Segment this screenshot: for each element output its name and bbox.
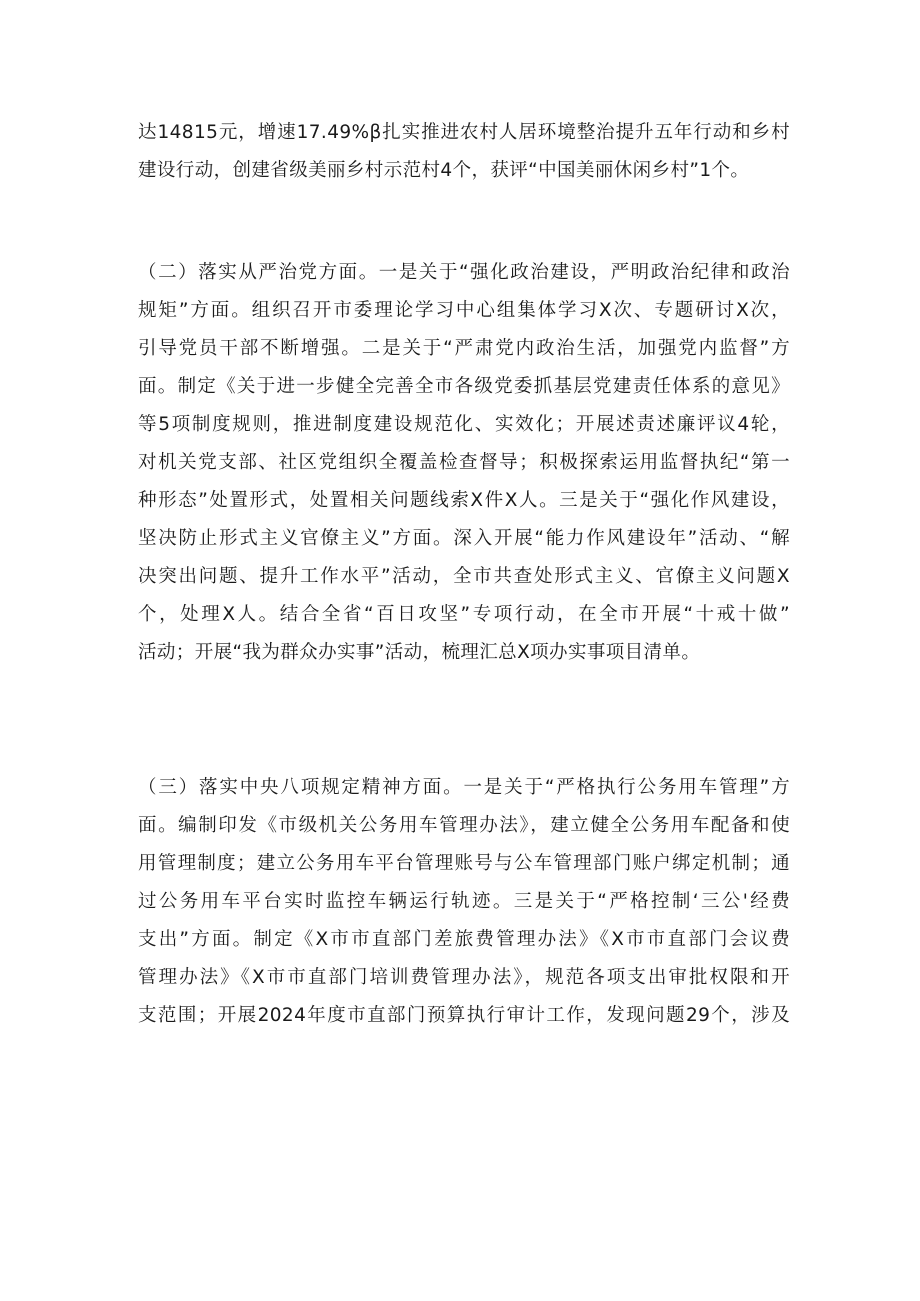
text-line: 管理办法》《X市市直部门培训费管理办法》，规范各项支出审批权限和开 [138, 967, 790, 988]
text-line: （三）落实中央八项规定精神方面。一是关于“严格执行公务用车管理”方 [138, 777, 790, 798]
text-line: 建设行动，创建省级美丽乡村示范村4个，获评“中国美丽休闲乡村”1个。 [138, 160, 750, 181]
text-line: 个，处理X人。结合全省“百日攻坚”专项行动，在全市开展“十戒十做” [138, 604, 790, 625]
text-line: （二）落实从严治党方面。一是关于“强化政治建设，严明政治纪律和政治 [138, 262, 790, 283]
text-line: 达14815元，增速17.49%β扎实推进农村人居环境整治提升五年行动和乡村 [138, 122, 790, 143]
text-line: 种形态”处置形式，处置相关问题线索X件X人。三是关于“强化作风建设， [138, 490, 790, 511]
text-line: 决突出问题、提升工作水平”活动，全市共查处形式主义、官僚主义问题X [138, 566, 790, 587]
text-line: 坚决防止形式主义官僚主义”方面。深入开展“能力作风建设年”活动、“解 [138, 528, 790, 549]
text-line: 活动；开展“我为群众办实事”活动，梳理汇总X项办实事项目清单。 [138, 642, 701, 663]
paragraph-rural-development [138, 114, 790, 190]
text-line: 支出”方面。制定《X市市直部门差旅费管理办法》《X市市直部门会议费 [138, 929, 790, 950]
text-line: 面。制定《关于进一步健全完善全市各级党委抓基层党建责任体系的意见》 [138, 376, 790, 397]
text-line: 过公务用车平台实时监控车辆运行轨迹。三是关于“严格控制‘三公'经费 [138, 891, 790, 912]
paragraph-party-discipline [138, 254, 790, 672]
text-line: 面。编制印发《市级机关公务用车管理办法》，建立健全公务用车配备和使 [138, 815, 790, 836]
text-line: 等5项制度规则，推进制度建设规范化、实效化；开展述责述廉评议4轮， [138, 414, 790, 435]
text-line: 引导党员干部不断增强。二是关于“严肃党内政治生活，加强党内监督”方 [138, 338, 790, 359]
paragraph-eight-regulations [138, 769, 790, 1035]
text-line: 规矩”方面。组织召开市委理论学习中心组集体学习X次、专题研讨X次， [138, 300, 790, 321]
text-line: 对机关党支部、社区党组织全覆盖检查督导；积极探索运用监督执纪“第一 [138, 452, 790, 473]
text-line: 支范围；开展2024年度市直部门预算执行审计工作，发现问题29个，涉及 [138, 1005, 790, 1026]
text-line: 用管理制度；建立公务用车平台管理账号与公车管理部门账户绑定机制；通 [138, 853, 790, 874]
